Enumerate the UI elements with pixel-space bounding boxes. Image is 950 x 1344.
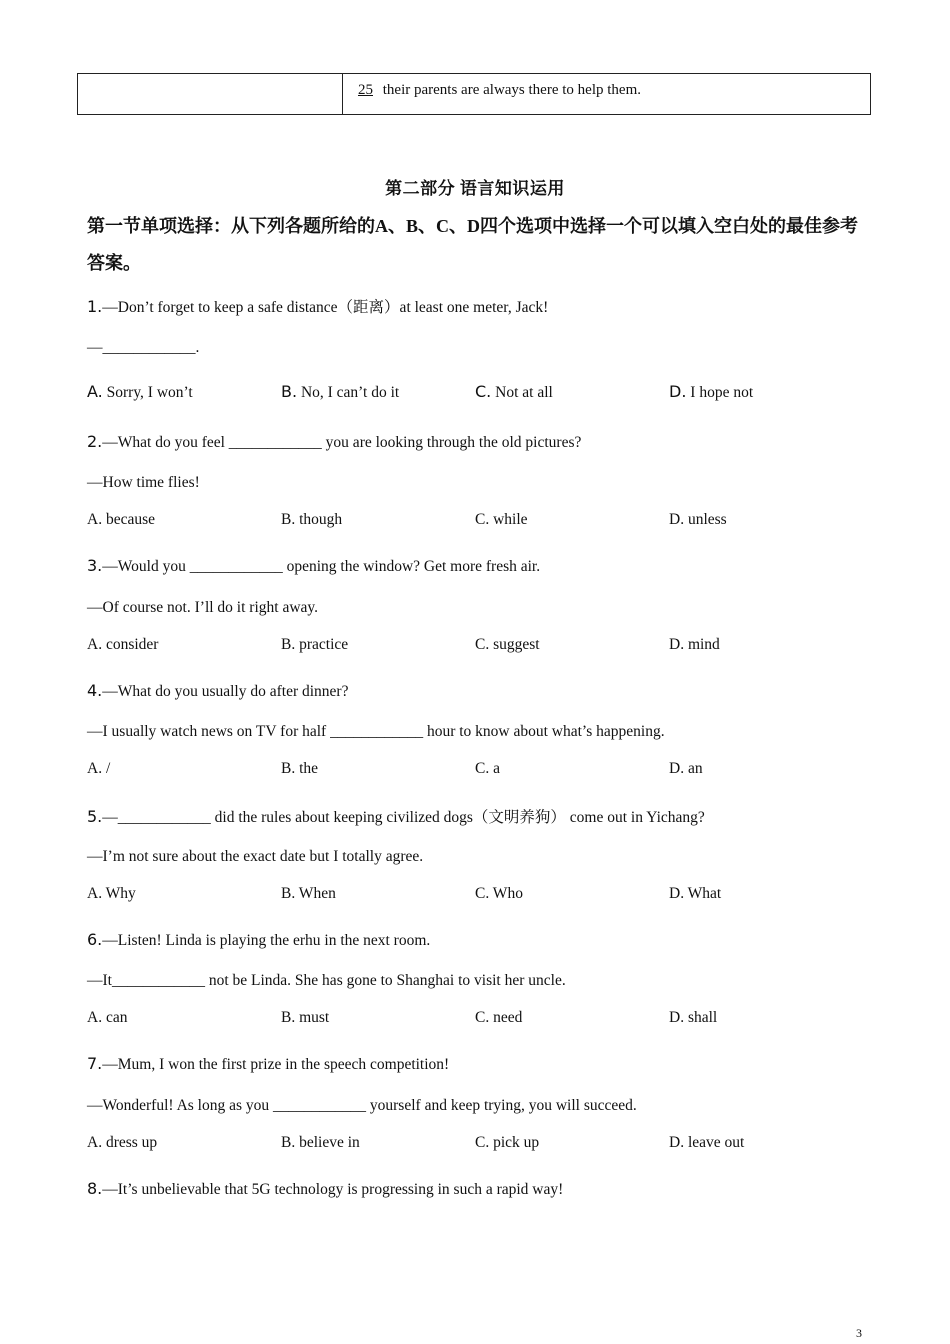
question-text: —What do you feel ____________ you are looking through the old pictures? (102, 434, 582, 451)
part-title: 第二部分 语言知识运用 (385, 179, 565, 198)
question-text: —Would you ____________ opening the window? Get more fresh air. (102, 558, 541, 575)
option-d: D. What (669, 885, 722, 902)
question-text: —____________ did the rules about keeping civilized dogs（文明养狗） come out in Yichang? (102, 809, 705, 826)
question-number: 5. (87, 807, 103, 826)
option-b: B. must (281, 1009, 330, 1026)
question-8 (87, 1179, 563, 1199)
answer-line: —How time flies! (87, 474, 200, 491)
question-number: 8. (87, 1179, 103, 1198)
question-text: —What do you usually do after dinner? (102, 683, 349, 700)
question-3 (87, 556, 540, 576)
option-c: C. Who (475, 885, 523, 902)
option-b: B. practice (281, 636, 349, 653)
answer-line: —____________. (87, 339, 200, 356)
answer-line: —Of course not. I’ll do it right away. (87, 599, 319, 616)
page-number: 3 (856, 1326, 862, 1340)
blank-number: 25 (358, 82, 373, 98)
option-d: D. mind (669, 636, 720, 653)
option-d: D. shall (669, 1009, 718, 1026)
question-number: 4. (87, 681, 103, 700)
table-text: their parents are always there to help them. (382, 82, 641, 98)
question-text: —Listen! Linda is playing the erhu in the next room. (102, 932, 431, 949)
question-number: 6. (87, 930, 103, 949)
option-d: D. I hope not (669, 382, 754, 401)
question-1 (87, 295, 548, 317)
section-instruction: 第一节单项选择：从下列各题所给的A、B、C、D四个选项中选择一个可以填入空白处的最佳参考答案。 (87, 216, 858, 273)
option-d: D. leave out (669, 1134, 745, 1151)
options-row (87, 1134, 887, 1154)
option-b: B. the (281, 760, 319, 777)
options-row (87, 760, 887, 780)
option-c: C. while (475, 511, 528, 528)
option-a: A. Sorry, I won’t (87, 382, 193, 401)
answer-table-row (77, 73, 871, 115)
option-c: C. pick up (475, 1134, 540, 1151)
answer-line: —I usually watch news on TV for half ____________ hour to know about what’s happening. (87, 723, 665, 740)
option-a: A. because (87, 511, 155, 528)
option-a: A. Why (87, 885, 136, 902)
answer-line: —I’m not sure about the exact date but I totally agree. (87, 848, 424, 865)
option-a: A. / (87, 760, 111, 777)
option-b: B. believe in (281, 1134, 360, 1151)
option-d: D. an (669, 760, 703, 777)
options-row (87, 382, 887, 402)
table-cell-empty (78, 74, 343, 114)
answer-line: —Wonderful! As long as you ____________ yourself and keep trying, you will succeed. (87, 1097, 637, 1114)
option-b: B. When (281, 885, 336, 902)
options-row (87, 885, 887, 905)
options-row (87, 1009, 887, 1029)
question-number: 7. (87, 1054, 103, 1073)
question-7 (87, 1054, 449, 1074)
option-c: C. need (475, 1009, 523, 1026)
option-c: C. Not at all (475, 382, 553, 401)
option-b: B. No, I can’t do it (281, 382, 400, 401)
option-c: C. a (475, 760, 500, 777)
table-cell-text (343, 74, 870, 114)
question-text: —Mum, I won the first prize in the speech competition! (102, 1056, 450, 1073)
option-c: C. suggest (475, 636, 540, 653)
question-number: 1. (87, 297, 103, 316)
option-d: D. unless (669, 511, 727, 528)
option-a: A. consider (87, 636, 159, 653)
question-text: —Don’t forget to keep a safe distance（距离）at least one meter, Jack! (102, 299, 549, 316)
options-row (87, 636, 887, 656)
question-2 (87, 432, 581, 452)
question-number: 2. (87, 432, 103, 451)
answer-line: —It____________ not be Linda. She has gone to Shanghai to visit her uncle. (87, 972, 566, 989)
question-6 (87, 930, 430, 950)
options-row (87, 511, 887, 531)
option-a: A. can (87, 1009, 128, 1026)
option-b: B. though (281, 511, 343, 528)
question-number: 3. (87, 556, 103, 575)
question-4 (87, 681, 348, 701)
question-text: —It’s unbelievable that 5G technology is progressing in such a rapid way! (102, 1181, 564, 1198)
option-a: A. dress up (87, 1134, 158, 1151)
question-5 (87, 805, 705, 827)
